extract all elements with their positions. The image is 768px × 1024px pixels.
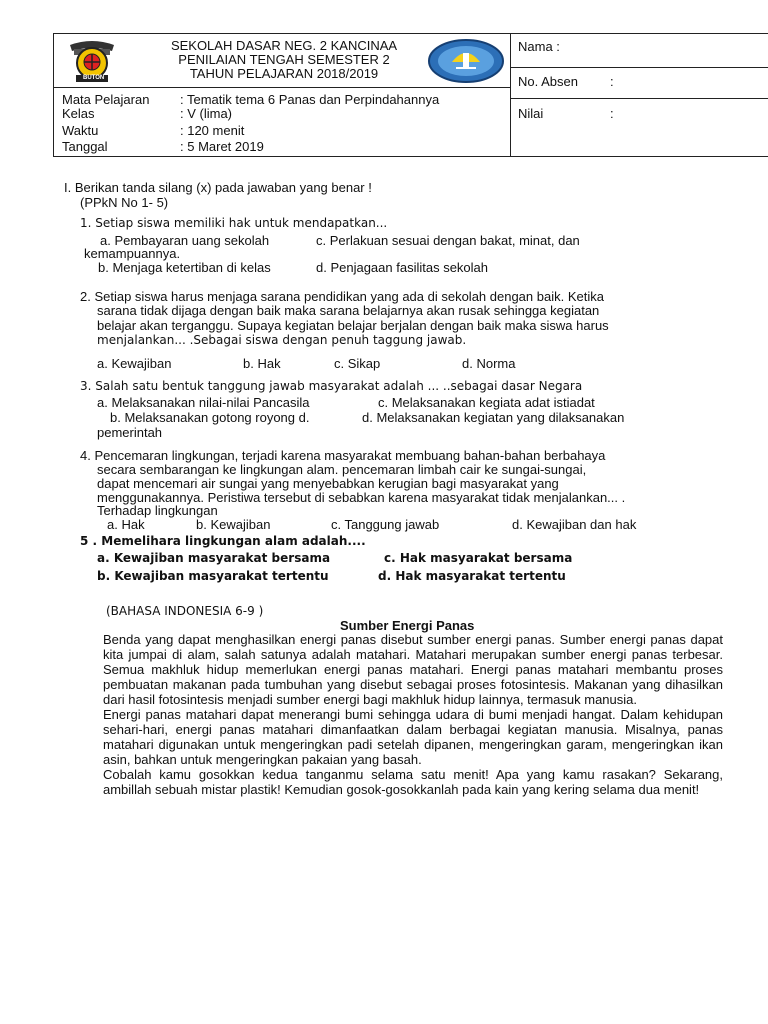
q2-option-d: d. Norma bbox=[462, 356, 516, 371]
q4-option-a: a. Hak bbox=[107, 517, 145, 532]
section2-subject: (BAHASA INDONESIA 6-9 ) bbox=[106, 604, 264, 618]
passage-paragraph-3: Cobalah kamu gosokkan kedua tanganmu selama satu menit! Apa yang kamu rasakan? Sekarang, ambillah sebuah mistar plastik! Kemudian gosok-gosokkanlah pada kain yang kering selama dua menit! bbox=[103, 767, 723, 797]
school-year: TAHUN PELAJARAN 2018/2019 bbox=[189, 66, 379, 81]
q1-option-c-cont: kemampuannya. bbox=[84, 246, 181, 261]
info-label-date: Tanggal bbox=[62, 139, 108, 154]
school-emblem-text: BUTON bbox=[83, 75, 105, 81]
q5-text: 5 . Memelihara lingkungan alam adalah.... bbox=[80, 534, 366, 548]
q4-line1: 4. Pencemaran lingkungan, terjadi karena masyarakat membuang bahan-bahan berbahaya bbox=[80, 448, 606, 463]
score-field-colon: : bbox=[610, 106, 614, 121]
q3-option-a: a. Melaksanakan nilai-nilai Pancasila bbox=[97, 395, 310, 410]
q5-option-a: a. Kewajiban masyarakat bersama bbox=[97, 551, 331, 565]
header-table bbox=[53, 33, 768, 157]
q2-line1: 2. Setiap siswa harus menjaga sarana pendidikan yang ada di sekolah dengan baik. Ketika bbox=[80, 289, 604, 304]
q5-option-b: b. Kewajiban masyarakat tertentu bbox=[97, 569, 329, 583]
school-name: SEKOLAH DASAR NEG. 2 KANCINAA bbox=[170, 38, 398, 53]
q2-option-a: a. Kewajiban bbox=[97, 356, 172, 371]
name-field-label: Nama : bbox=[518, 39, 560, 54]
q4-line3: dapat mencemari air sungai yang menyebabkan kerugian bagi masyarakat yang bbox=[97, 476, 559, 491]
q2-line3: belajar akan terganggu. Supaya kegiatan belajar berjalan dengan baik maka siswa harus bbox=[97, 318, 609, 333]
info-label-class: Kelas bbox=[62, 106, 95, 121]
q4-line2: secara sembarangan ke lingkungan alam. pencemaran limbah cair ke sungai-sungai, bbox=[97, 462, 587, 477]
reading-passage bbox=[103, 632, 723, 797]
q1-option-c: c. Perlakuan sesuai dengan bakat, minat, dan bbox=[316, 233, 580, 248]
q4-option-d: d. Kewajiban dan hak bbox=[512, 517, 637, 532]
q2-option-c: c. Sikap bbox=[334, 356, 381, 371]
q1-option-d: d. Penjagaan fasilitas sekolah bbox=[316, 260, 489, 275]
q1-option-b: b. Menjaga ketertiban di kelas bbox=[98, 260, 271, 275]
q3-line1: 3. Salah satu bentuk tanggung jawab masyarakat adalah ... ..sebagai dasar Negara bbox=[80, 379, 583, 393]
info-value-class: : V (lima) bbox=[180, 106, 232, 121]
absen-field-label: No. Absen bbox=[518, 74, 578, 89]
tut-wuri-handayani-logo bbox=[426, 38, 506, 89]
exam-name: PENILAIAN TENGAH SEMESTER 2 bbox=[178, 52, 390, 67]
info-value-time: : 120 menit bbox=[180, 123, 245, 138]
info-label-time: Waktu bbox=[62, 123, 99, 138]
q3-option-c: c. Melaksanakan kegiata adat istiadat bbox=[378, 395, 595, 410]
q1-option-a: a. Pembayaran uang sekolah bbox=[100, 233, 270, 248]
info-value-date: : 5 Maret 2019 bbox=[180, 139, 264, 154]
q3-option-d: d. Melaksanakan kegiatan yang dilaksanakan bbox=[362, 410, 625, 425]
q2-option-b: b. Hak bbox=[243, 356, 281, 371]
q3-option-d-cont: pemerintah bbox=[97, 425, 163, 440]
q3-option-b: b. Melaksanakan gotong royong d. bbox=[110, 410, 310, 425]
section1-subject: (PPkN No 1- 5) bbox=[80, 195, 169, 210]
q4-option-b: b. Kewajiban bbox=[196, 517, 271, 532]
header-divider-right-2 bbox=[510, 98, 768, 99]
passage-paragraph-2: Energi panas matahari dapat menerangi bumi sehingga udara di bumi menjadi hangat. Dalam kehidupan sehari-hari, energi panas matahari dimanfaatkan dalam berbagai kegiatan manusia. Misalnya, panas matahari digunakan untuk mengeringkan padi setelah dipanen, mengeringkan garam, mengeringkan ikan asin, bahkan untuk mengeringkan pakaian yang basah. bbox=[103, 707, 723, 767]
q4-line5: Terhadap lingkungan bbox=[97, 503, 218, 518]
score-field-label: Nilai bbox=[518, 106, 544, 121]
info-value-subject: : Tematik tema 6 Panas dan Perpindahannya bbox=[180, 92, 440, 107]
q2-line4: menjalankan... .Sebagai siswa dengan penuh taggung jawab. bbox=[97, 333, 467, 347]
passage-paragraph-1: Benda yang dapat menghasilkan energi panas disebut sumber energi panas. Sumber energi panas dapat kita jumpai di alam, salah satunya adalah matahari. Matahari merupakan sumber energi panas terbesar. Semua makhluk hidup memerlukan energi panas matahari. Energi panas matahari membantu proses pembuatan makanan pada tumbuhan yang disebut sebagai proses fotosintesis. Makanan yang dihasilkan dari hasil fotosintesis menjadi sumber energi bagi makhluk hidup lainnya, termasuk manusia. bbox=[103, 632, 723, 707]
q1-text: 1. Setiap siswa memiliki hak untuk mendapatkan... bbox=[80, 216, 388, 230]
q5-option-c: c. Hak masyarakat bersama bbox=[384, 551, 573, 565]
section1-instruction: I. Berikan tanda silang (x) pada jawaban yang benar ! bbox=[64, 180, 372, 195]
q4-line4: menggunakannya. Peristiwa tersebut di sebabkan karena masyarakat tidak menjalankan... . bbox=[97, 490, 626, 505]
info-label-subject: Mata Pelajaran bbox=[62, 92, 150, 107]
absen-field-colon: : bbox=[610, 74, 614, 89]
passage-title: Sumber Energi Panas bbox=[340, 618, 475, 633]
header-divider-right-1 bbox=[510, 67, 768, 68]
q5-option-d: d. Hak masyarakat tertentu bbox=[378, 569, 566, 583]
q2-line2: sarana tidak dijaga dengan baik maka sarana belajarnya akan rusak sehingga kegiatan bbox=[97, 303, 600, 318]
q4-option-c: c. Tanggung jawab bbox=[331, 517, 440, 532]
